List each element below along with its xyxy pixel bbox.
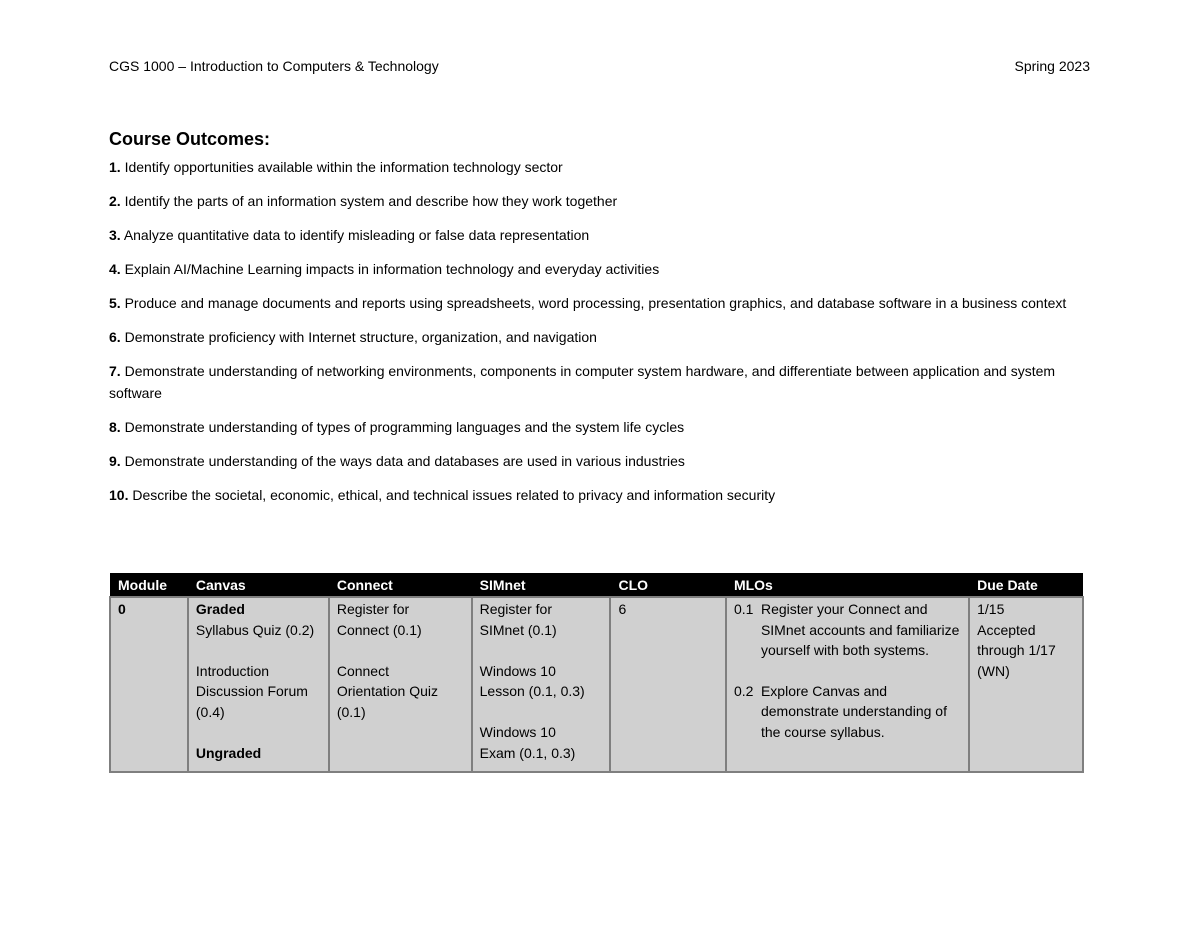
outcome-item bbox=[109, 416, 1094, 438]
course-header: CGS 1000 – Introduction to Computers & Technology bbox=[109, 58, 439, 74]
cell-clo bbox=[610, 597, 725, 772]
header-connect: Connect bbox=[329, 573, 472, 597]
due-line: 1/15 bbox=[977, 601, 1005, 617]
header-simnet: SIMnet bbox=[472, 573, 611, 597]
outcome-number: 2. bbox=[109, 193, 121, 209]
outcome-number: 1. bbox=[109, 159, 121, 175]
connect-line: Orientation Quiz bbox=[336, 683, 438, 699]
canvas-ungraded-label: Ungraded bbox=[195, 744, 262, 761]
header-mlos: MLOs bbox=[726, 573, 969, 597]
mlo-number: 0.2 bbox=[733, 682, 754, 699]
due-line: through 1/17 bbox=[977, 642, 1056, 658]
outcome-number: 6. bbox=[109, 329, 121, 345]
outcome-text: Identify opportunities available within the information technology sector bbox=[124, 159, 563, 175]
cell-module bbox=[110, 597, 188, 772]
clo-value: 6 bbox=[618, 601, 627, 617]
header-canvas: Canvas bbox=[188, 573, 329, 597]
term-header: Spring 2023 bbox=[1014, 58, 1090, 74]
connect-line: Connect bbox=[336, 662, 389, 679]
outcome-number: 10. bbox=[109, 487, 129, 503]
simnet-line: Windows 10 bbox=[479, 724, 556, 740]
outcome-item bbox=[109, 360, 1094, 404]
due-line: Accepted bbox=[977, 621, 1036, 638]
canvas-line: Introduction bbox=[195, 662, 270, 679]
header-due-date: Due Date bbox=[969, 573, 1083, 597]
simnet-line: Register for bbox=[479, 601, 552, 617]
outcome-text: Produce and manage documents and reports using spreadsheets, word processing, presentation graphics, and database software in a business context bbox=[124, 295, 1067, 311]
due-line: (WN) bbox=[977, 662, 1010, 679]
connect-line: Register for bbox=[336, 601, 410, 617]
outcome-text: Demonstrate understanding of the ways data and databases are used in various industries bbox=[124, 453, 685, 469]
canvas-line: (0.4) bbox=[195, 703, 225, 720]
canvas-graded-label: Graded bbox=[195, 601, 245, 617]
outcome-text: Analyze quantitative data to identify misleading or false data representation bbox=[123, 227, 590, 243]
mlo-text: Register your Connect and SIMnet accounts and familiarize yourself with both systems. bbox=[760, 601, 960, 658]
canvas-line: Discussion Forum bbox=[195, 683, 308, 699]
outcome-item bbox=[109, 224, 1094, 246]
outcome-number: 5. bbox=[109, 295, 121, 311]
cell-mlos bbox=[726, 597, 969, 772]
outcome-item bbox=[109, 450, 1094, 472]
outcome-item bbox=[109, 156, 1094, 178]
outcome-text: Demonstrate understanding of types of programming languages and the system life cycles bbox=[124, 419, 685, 435]
header-clo: CLO bbox=[610, 573, 725, 597]
outcome-text: Demonstrate proficiency with Internet structure, organization, and navigation bbox=[124, 329, 597, 345]
outcome-text: Demonstrate understanding of networking environments, components in computer system hardware, and differentiate between application and system software bbox=[109, 363, 1056, 401]
mlo-item bbox=[734, 599, 962, 661]
outcomes-title: Course Outcomes: bbox=[109, 129, 271, 149]
connect-line: Connect (0.1) bbox=[336, 621, 422, 638]
simnet-line: Exam (0.1, 0.3) bbox=[479, 744, 576, 761]
module-number: 0 bbox=[118, 601, 126, 617]
module-schedule-table bbox=[109, 573, 1084, 773]
outcome-item bbox=[109, 484, 1094, 506]
simnet-line: Lesson (0.1, 0.3) bbox=[479, 683, 585, 699]
outcome-number: 4. bbox=[109, 261, 121, 277]
outcome-number: 8. bbox=[109, 419, 121, 435]
outcome-text: Identify the parts of an information system and describe how they work together bbox=[124, 193, 618, 209]
outcome-item bbox=[109, 326, 1094, 348]
cell-canvas bbox=[188, 597, 329, 772]
mlo-item bbox=[734, 681, 962, 743]
connect-line: (0.1) bbox=[336, 703, 366, 720]
table-header-row bbox=[110, 573, 1083, 597]
outcome-item bbox=[109, 258, 1094, 280]
cell-connect bbox=[329, 597, 472, 772]
outcome-number: 9. bbox=[109, 453, 121, 469]
cell-simnet bbox=[472, 597, 611, 772]
canvas-line: Syllabus Quiz (0.2) bbox=[195, 621, 315, 638]
outcome-item bbox=[109, 292, 1094, 314]
outcome-item bbox=[109, 190, 1094, 212]
outcome-number: 3. bbox=[109, 227, 121, 243]
outcomes-list bbox=[109, 156, 1094, 518]
header-module: Module bbox=[110, 573, 188, 597]
outcome-text: Explain AI/Machine Learning impacts in information technology and everyday activities bbox=[124, 261, 660, 277]
mlo-number: 0.1 bbox=[733, 601, 754, 617]
outcome-number: 7. bbox=[109, 363, 121, 379]
mlo-text: Explore Canvas and demonstrate understanding of the course syllabus. bbox=[760, 682, 947, 740]
outcome-text: Describe the societal, economic, ethical, and technical issues related to privacy and information security bbox=[132, 487, 776, 503]
cell-due-date bbox=[969, 597, 1083, 772]
simnet-line: Windows 10 bbox=[479, 662, 556, 679]
simnet-line: SIMnet (0.1) bbox=[479, 621, 557, 638]
table-row bbox=[110, 597, 1083, 772]
